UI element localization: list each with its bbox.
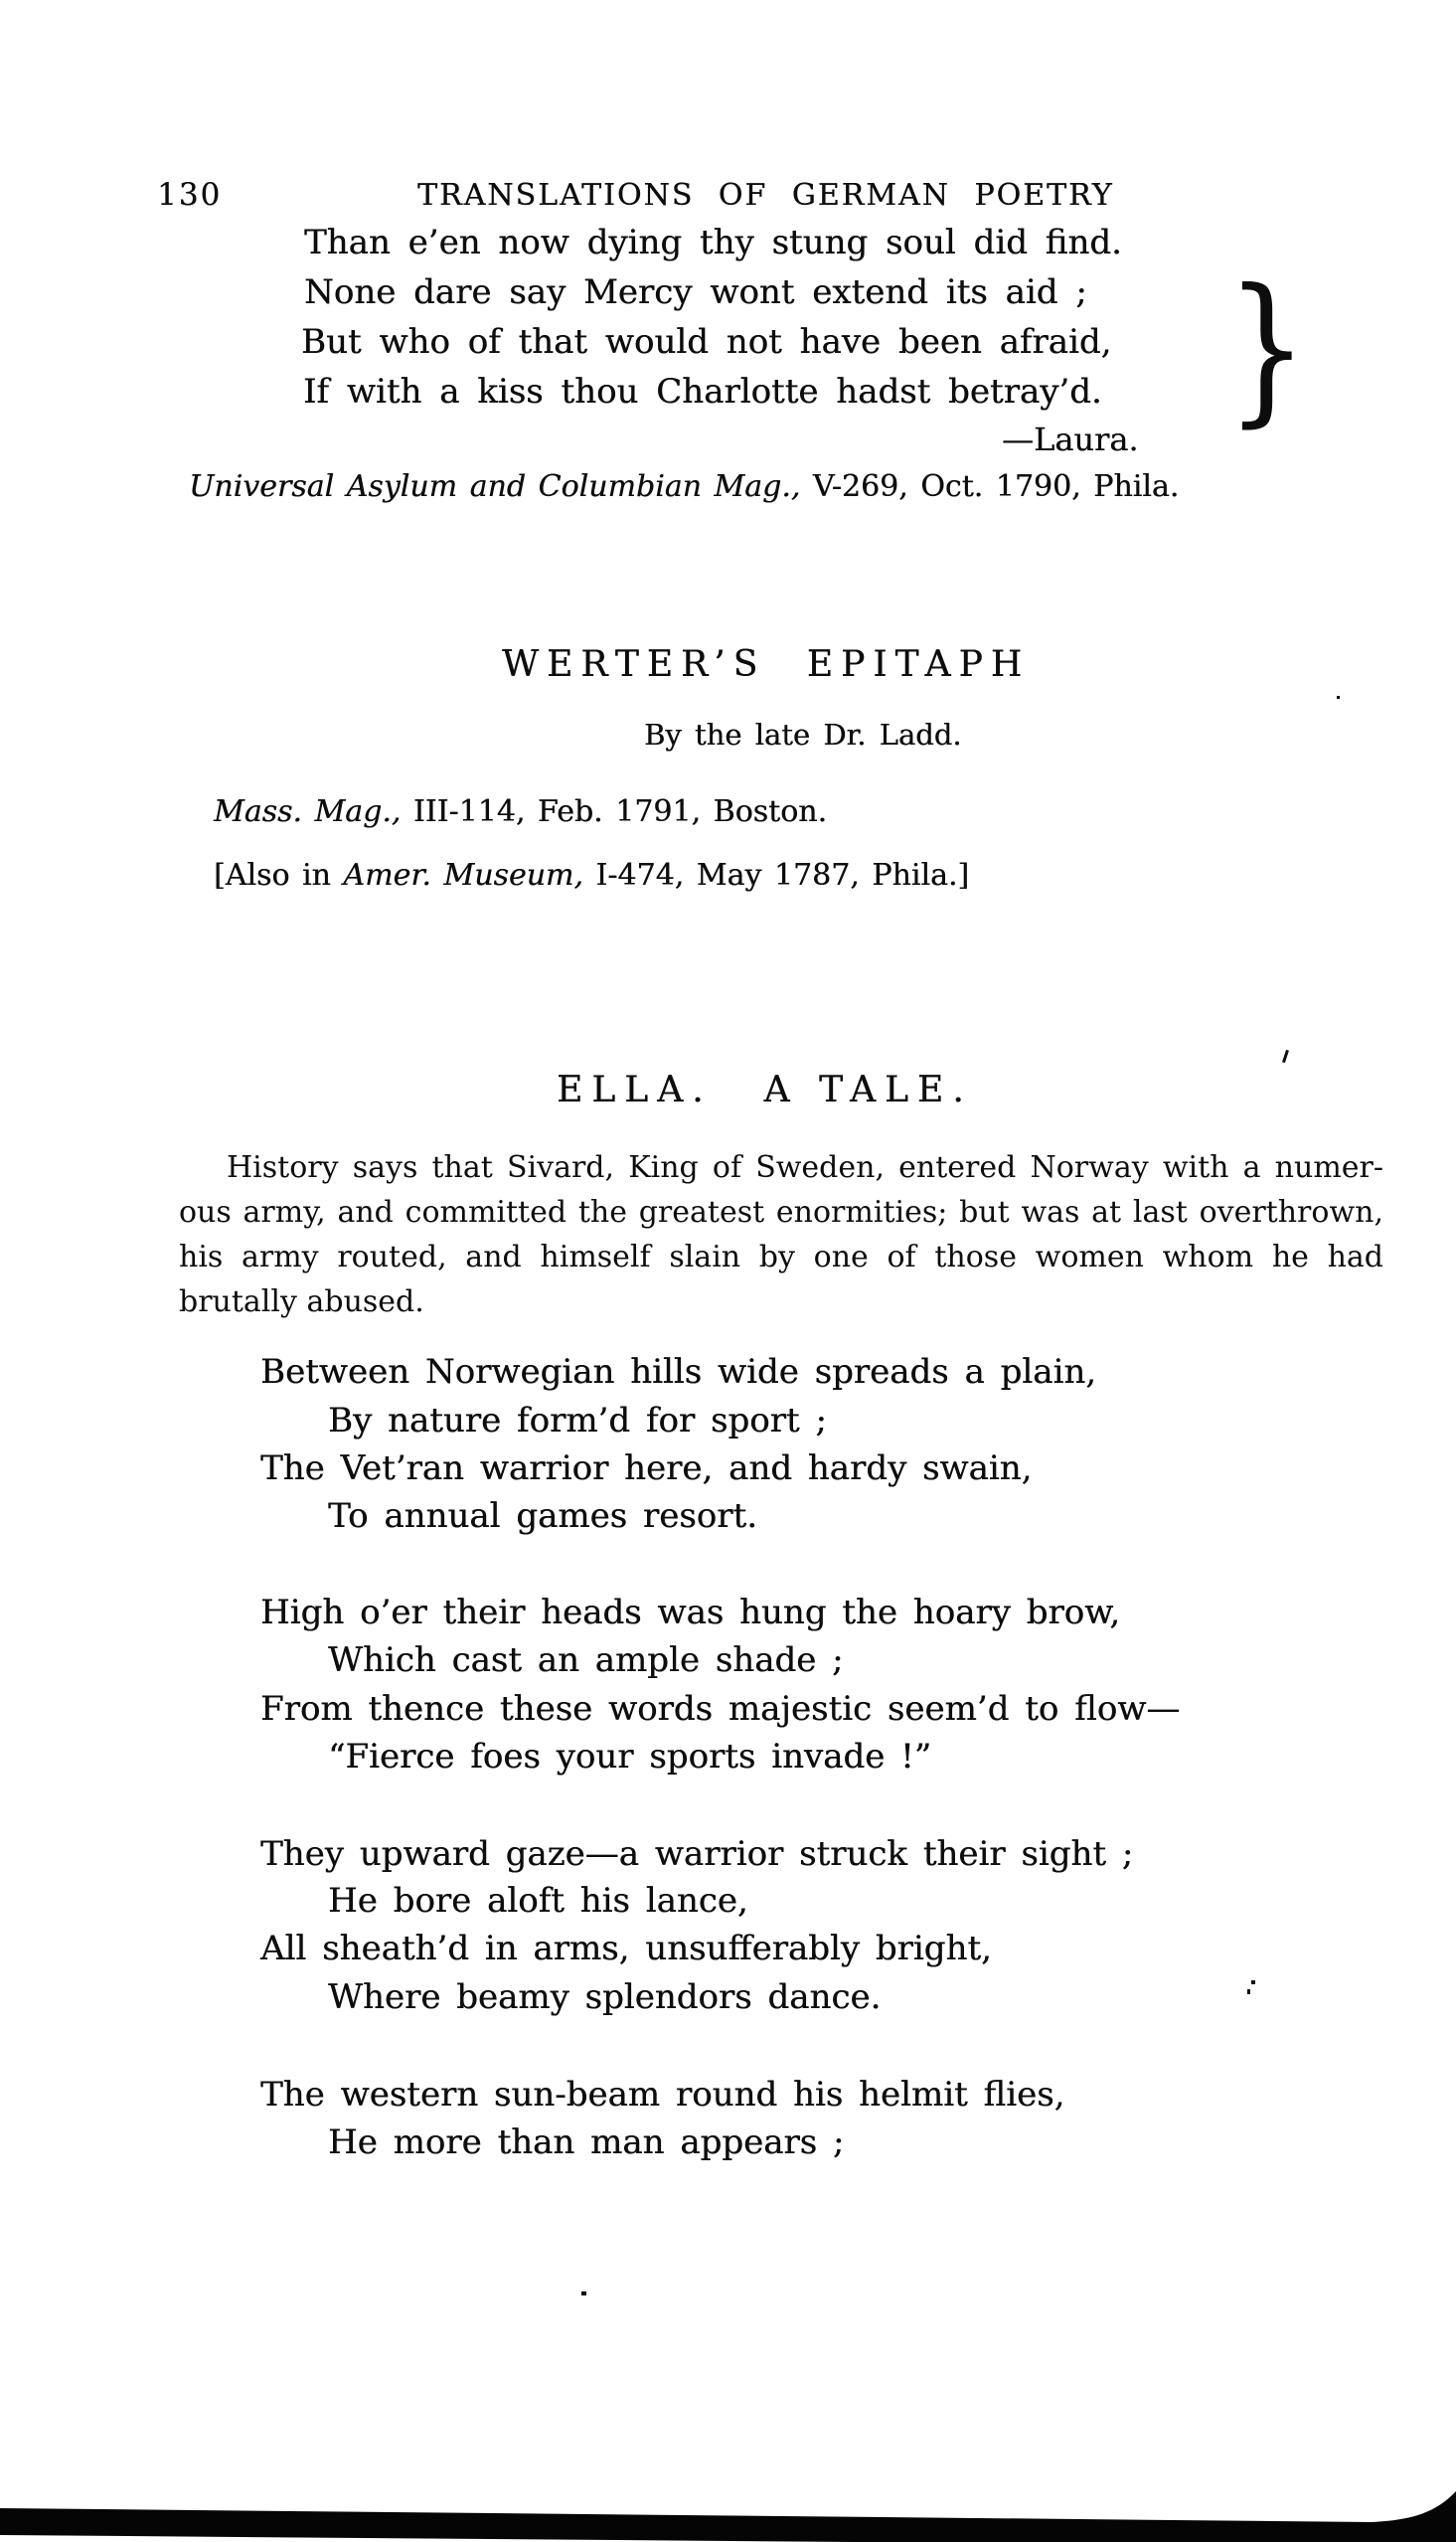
poem-line: But who of that would not have been afraid, xyxy=(301,322,1112,362)
stanza-line: The western sun-beam round his helmit flies, xyxy=(260,2075,1065,2115)
citation-detail: I-474, May 1787, Phila.] xyxy=(582,858,970,893)
source-citation xyxy=(214,858,969,893)
scan-speck xyxy=(1247,1989,1250,1994)
stanza-line: Where beamy splendors dance. xyxy=(328,1977,882,2017)
poem-line: If with a kiss thou Charlotte hadst betray’d. xyxy=(303,372,1102,412)
prose-line: ous army, and committed the greatest enormities; but was at last overthrown, xyxy=(179,1195,1383,1230)
poem-line: Than e’en now dying thy stung soul did find. xyxy=(304,223,1122,262)
scan-speck xyxy=(1337,696,1340,699)
running-title: TRANSLATIONS OF GERMAN POETRY xyxy=(417,178,1114,213)
prose-line: brutally abused. xyxy=(179,1284,424,1319)
page-edge-shadow xyxy=(0,2485,1456,2542)
section-title-werters-epitaph: WERTER’S EPITAPH xyxy=(502,644,1031,685)
section-title-main: ELLA. xyxy=(557,1070,713,1110)
stanza-line: From thence these words majestic seem’d to flow— xyxy=(260,1689,1181,1729)
poem-line: None dare say Mercy wont extend its aid ; xyxy=(304,272,1087,312)
citation-detail: III-114, Feb. 1791, Boston. xyxy=(401,794,828,829)
scan-speck xyxy=(1282,1050,1289,1063)
stanza-line: They upward gaze—a warrior struck their sight ; xyxy=(260,1834,1134,1874)
citation-detail: V-269, Oct. 1790, Phila. xyxy=(800,469,1180,504)
scan-speck xyxy=(581,2291,586,2295)
byline: By the late Dr. Ladd. xyxy=(644,718,962,752)
stanza-line: All sheath’d in arms, unsufferably bright, xyxy=(260,1929,992,1968)
poem-attribution: —Laura. xyxy=(1002,421,1139,458)
citation-journal: Universal Asylum and Columbian Mag., xyxy=(189,469,801,504)
page-number: 130 xyxy=(157,177,223,213)
source-citation xyxy=(214,794,827,829)
citation-prefix: [Also in xyxy=(214,858,344,893)
stanza-line: High o’er their heads was hung the hoary brow, xyxy=(260,1593,1121,1632)
right-brace-glyph: } xyxy=(1226,255,1308,442)
scan-speck xyxy=(1251,1980,1255,1984)
citation-journal: Amer. Museum, xyxy=(343,858,583,893)
prose-line: his army routed, and himself slain by one of those women whom he had xyxy=(179,1240,1383,1274)
section-title-sub: A TALE. xyxy=(763,1070,973,1110)
stanza-line: Between Norwegian hills wide spreads a plain, xyxy=(260,1352,1097,1392)
stanza-line: He more than man appears ; xyxy=(328,2122,845,2162)
stanza-line: Which cast an ample shade ; xyxy=(328,1640,844,1680)
prose-introduction xyxy=(179,1145,1383,1324)
stanza-line: He bore aloft his lance, xyxy=(328,1881,748,1921)
stanza-line: “Fierce foes your sports invade !” xyxy=(328,1737,932,1777)
stanza-line: By nature form’d for sport ; xyxy=(328,1401,827,1440)
stanza-line: The Vet’ran warrior here, and hardy swain, xyxy=(260,1448,1033,1488)
source-citation xyxy=(189,469,1179,504)
citation-journal: Mass. Mag., xyxy=(214,794,402,829)
section-title-ella xyxy=(557,1070,973,1110)
stanza-line: To annual games resort. xyxy=(328,1496,757,1536)
prose-line: History says that Sivard, King of Sweden, entered Norway with a numer- xyxy=(227,1150,1383,1185)
